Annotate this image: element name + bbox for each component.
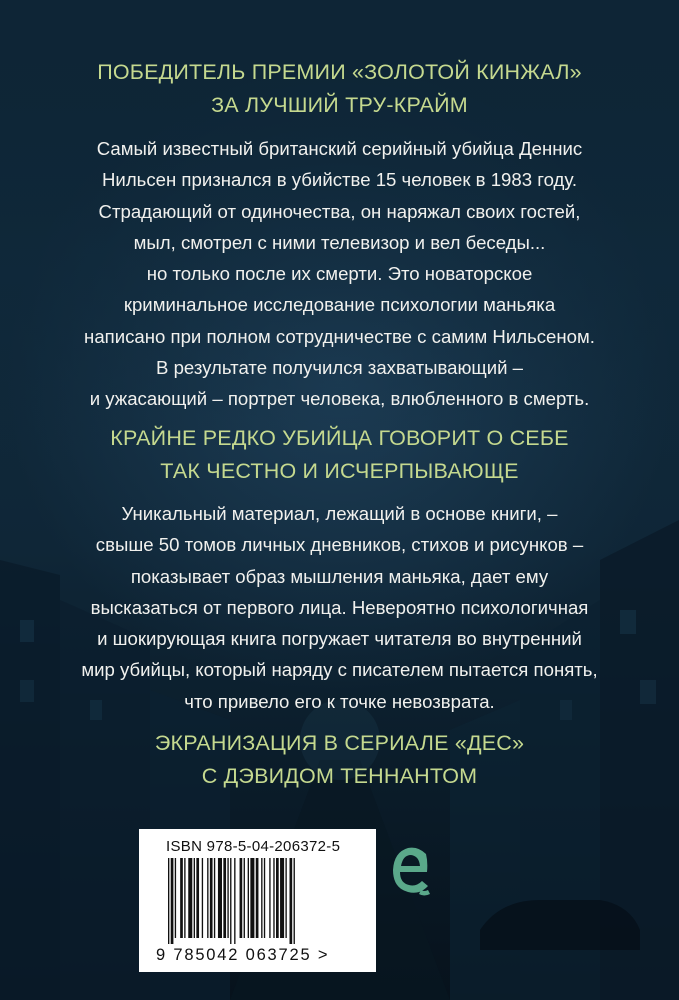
honesty-heading-line-2: ТАК ЧЕСТНО И ИСЧЕРПЫВАЮЩЕ <box>160 459 519 483</box>
award-heading <box>0 56 679 122</box>
barcode-bar <box>234 858 235 944</box>
barcode-bar <box>168 858 169 944</box>
barcode-bar <box>196 858 199 938</box>
publisher-e-logo-icon <box>388 844 432 898</box>
barcode-bar <box>223 858 226 938</box>
barcode-bar <box>230 858 231 944</box>
material-line: высказаться от первого лица. Невероятно психологичная <box>90 596 589 618</box>
barcode-bar <box>269 858 270 938</box>
barcode-bar <box>218 858 222 938</box>
barcode-bar <box>264 858 265 938</box>
barcode-bar <box>261 858 262 938</box>
description-line: написано при полном сотрудничестве с самим Нильсеном. <box>84 325 595 347</box>
barcode-bar <box>184 858 185 938</box>
barcode-bar <box>194 858 195 938</box>
isbn-text: ISBN 978-5-04-206372-5 <box>166 838 341 855</box>
material-paragraph <box>40 498 639 717</box>
adaptation-heading-line-1: ЭКРАНИЗАЦИЯ В СЕРИАЛЕ «ДЕС» <box>154 731 525 755</box>
barcode-bar <box>175 858 176 938</box>
barcode-digits: 9 785042 063725 > <box>156 946 330 964</box>
material-line: что привело его к точке невозврата. <box>184 690 495 712</box>
barcode-bar <box>244 858 245 938</box>
description-paragraph <box>40 133 639 415</box>
description-line: но только после их смерти. Это новаторское <box>146 263 533 285</box>
barcode-bar <box>240 858 243 938</box>
barcode-bar <box>276 858 279 938</box>
barcode-bar <box>285 858 286 938</box>
barcode-bar <box>294 858 295 944</box>
barcode-bar <box>280 858 284 938</box>
barcode-bar <box>273 858 274 938</box>
barcode-bar <box>227 858 228 938</box>
description-line: и ужасающий – портрет человека, влюбленного в смерть. <box>89 388 590 410</box>
barcode-bar <box>207 858 208 938</box>
adaptation-heading <box>0 727 679 793</box>
barcode-bars <box>166 858 356 944</box>
description-line: криминальное исследование психологии маньяка <box>123 294 556 316</box>
barcode-bar <box>202 858 203 938</box>
barcode-bar <box>248 858 249 938</box>
material-line: Уникальный материал, лежащий в основе книги, – <box>121 503 558 524</box>
barcode-bar <box>256 858 259 938</box>
barcode-bar <box>188 858 192 938</box>
barcode-bar <box>290 858 293 944</box>
honesty-heading <box>0 422 679 488</box>
barcode-bar <box>171 858 174 944</box>
barcode-bar <box>250 858 254 938</box>
description-line: Страдающий от одиночества, он наряжал своих гостей, <box>98 200 581 222</box>
material-line: показывает образ мышления маньяка, дает ему <box>130 565 549 587</box>
barcode-bar <box>210 858 213 938</box>
adaptation-heading-line-2: С ДЭВИДОМ ТЕННАНТОМ <box>201 764 478 788</box>
material-line: и шокирующая книга погружает читателя во внутренний <box>97 628 582 650</box>
description-line: В результате получился захватывающий – <box>156 357 523 379</box>
award-heading-line-2: ЗА ЛУЧШИЙ ТРУ-КРАЙМ <box>211 93 468 117</box>
honesty-heading-line-1: КРАЙНЕ РЕДКО УБИЙЦА ГОВОРИТ О СЕБЕ <box>110 426 569 450</box>
award-heading-line-1: ПОБЕДИТЕЛЬ ПРЕМИИ «ЗОЛОТОЙ КИНЖАЛ» <box>97 60 582 84</box>
material-line: мир убийцы, который наряду с писателем пытается понять, <box>81 659 598 681</box>
description-line: Самый известный британский серийный убийца Деннис <box>96 138 583 159</box>
barcode-bar <box>214 858 215 938</box>
description-line: Нильсен признался в убийстве 15 человек в 1983 году. <box>102 169 577 191</box>
material-line: свыше 50 томов личных дневников, стихов и рисунков – <box>95 534 584 556</box>
description-line: мыл, смотрел с ними телевизор и вел беседы... <box>133 231 546 253</box>
barcode-bar <box>180 858 183 938</box>
